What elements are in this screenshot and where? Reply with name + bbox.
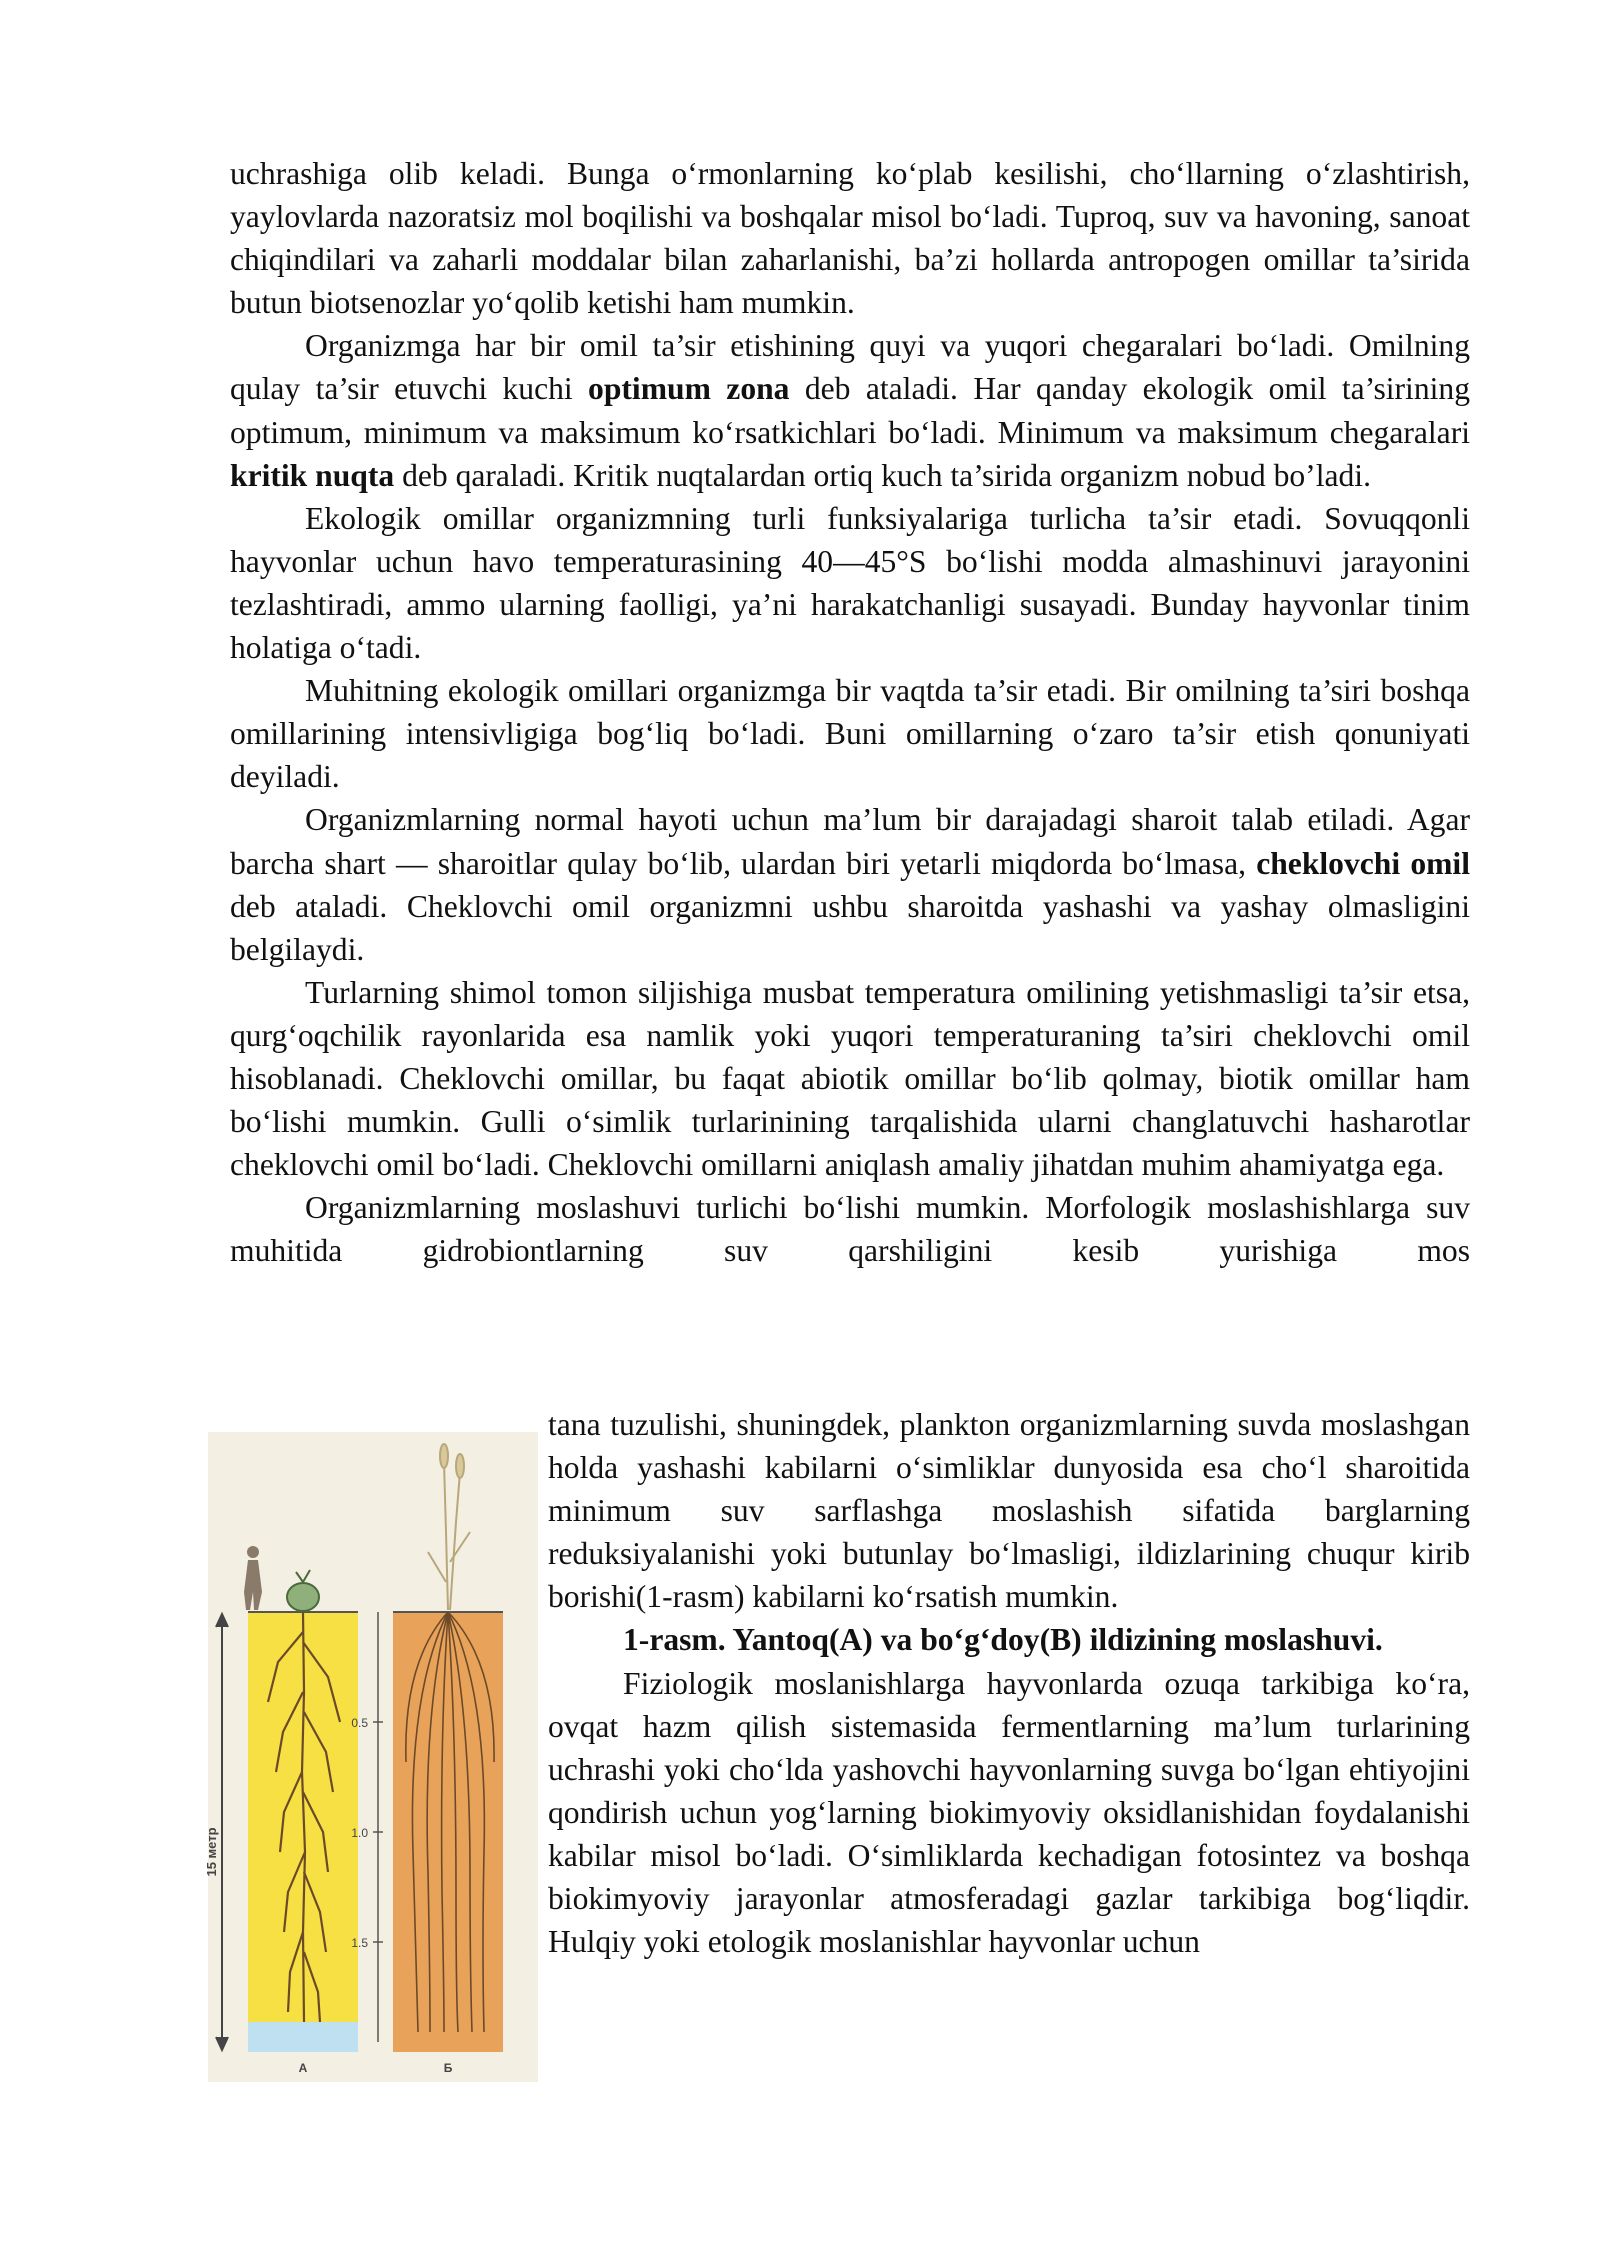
depth-label: 15 метр xyxy=(204,1827,219,1877)
label-a: А xyxy=(298,2061,308,2075)
figure-root-adaptation xyxy=(204,1432,538,2082)
paragraph-3: Ekologik omillar organizmning turli funksiyalariga turlicha ta’sir etadi. Sovuqqonli hayvonlar uchun havo temperaturasining 40—45°S bo‘lishi modda almashinuvi jarayonini tezlashtiradi, ammo ularning faolligi, ya’ni harakatchanligi susayadi. Bunday hayvonlar tinim holatiga o‘tadi. xyxy=(230,500,1470,666)
paragraph-4: Muhitning ekologik omillari organizmga bir vaqtda ta’sir etadi. Bir omilning ta’siri boshqa omillarining intensivligiga bog‘liq bo‘ladi. Buni omillarning o‘zaro ta’sir etish qonuniyati deyiladi. xyxy=(230,673,1470,795)
root-illustration xyxy=(204,1432,538,2082)
paragraph-6: Turlarning shimol tomon siljishiga musbat temperatura omilining yetishmasligi ta’sir etsa, qurg‘oqchilik rayonlarida esa namlik yoki yuqori temperaturaning ta’siri cheklovchi omil hisoblanadi. Cheklovchi omillar, bu faqat abiotik omillar bo‘lib qolmay, biotik omillar ham bo‘lishi mumkin. Gulli o‘simlik turlarinining tarqalishida ularni changlatuvchi hasharotlar cheklovchi omil bo‘ladi. Cheklovchi omillarni aniqlash amaliy jihatdan muhim ahamiyatga ega. xyxy=(230,974,1470,1183)
scale-tick-1-0: 1.0 xyxy=(351,1826,368,1840)
scale-tick-0-5: 0.5 xyxy=(351,1716,368,1730)
term-cheklovchi-omil: cheklovchi omil xyxy=(1256,845,1470,881)
figure-caption: 1-rasm. Yantoq(A) va bo‘g‘doy(B) ildizining moslashuvi. xyxy=(623,1622,1383,1658)
paragraph-2: Organizmga har bir omil ta’sir etishining quyi va yuqori chegaralari bo‘ladi. Omilning qulay ta’sir etuvchi kuchi optimum zona deb ataladi. Har qanday ekologik omil ta’sirining optimum, minimum va maksimum ko‘rsatkichlari bo‘ladi. Minimum va maksimum chegaralari kritik nuqta deb qaraladi. Kritik nuqtalardan ortiq kuch ta’sirida organizm nobud bo’ladi. xyxy=(230,328,1471,493)
paragraph-5: Organizmlarning normal hayoti uchun ma’lum bir darajadagi sharoit talab etiladi. Agar barcha shart — sharoitlar qulay bo‘lib, ulardan biri yetarli miqdorda bo‘lmasa, cheklovchi omil deb ataladi. Cheklovchi omil organizmni ushbu sharoitda yashashi va yashay olmasligini belgilaydi. xyxy=(230,802,1470,967)
scale-tick-1-5: 1.5 xyxy=(351,1936,368,1950)
label-b: Б xyxy=(443,2061,453,2075)
wrapped-text xyxy=(548,1403,1470,1963)
paragraph-1: uchrashiga olib keladi. Bunga o‘rmonlarning ko‘plab kesilishi, cho‘llarning o‘zlashtirish, yaylovlarda nazoratsiz mol boqilishi va boshqalar misol bo‘ladi. Tuproq, suv va havoning, sanoat chiqindilari va zaharli moddalar bilan zaharlanishi, ba’zi hollarda antropogen omillar ta’sirida butun biotsenozlar yo‘qolib ketishi ham mumkin. xyxy=(230,156,1470,321)
paragraph-7-wrapped: tana tuzulishi, shuningdek, plankton organizmlarning suvda moslashgan holda yashashi kabilarni o‘simliklar dunyosida esa cho‘l sharoitida minimum suv sarflashga moslashish sifatida barglarning reduksiyalanishi yoki butunlay bo‘lmasligi, ildizlarining chuqur kirib borishi(1-rasm) kabilarni ko‘rsatish mumkin. xyxy=(548,1407,1470,1615)
body-text xyxy=(230,152,1470,1272)
paragraph-8: Fiziologik moslanishlarga hayvonlarda ozuqa tarkibiga ko‘ra, ovqat hazm qilish sistemasida fermentlarning ma’lum turlarining uchrashi yoki cho‘lda yashovchi hayvonlarning suvga bo‘lgan ehtiyojini qondirish uchun yog‘larning biokimyoviy oksidlanishidan foydalanishi kabilar misol bo‘ladi. O‘simliklarda kechadigan fotosintez va boshqa biokimyoviy jarayonlar atmosferadagi gazlar tarkibiga bog‘liqdir. Hulqiy yoki etologik moslanishlar hayvonlar uchun xyxy=(548,1665,1470,1960)
term-optimum-zona: optimum zona xyxy=(588,371,790,407)
paragraph-7-full-width: Organizmlarning moslashuvi turlichi bo‘lishi mumkin. Morfologik moslashishlarga suv muhitida gidrobiontlarning suv qarshiligini kesib yurishiga mos xyxy=(230,1190,1470,1269)
term-kritik-nuqta: kritik nuqta xyxy=(230,457,395,493)
